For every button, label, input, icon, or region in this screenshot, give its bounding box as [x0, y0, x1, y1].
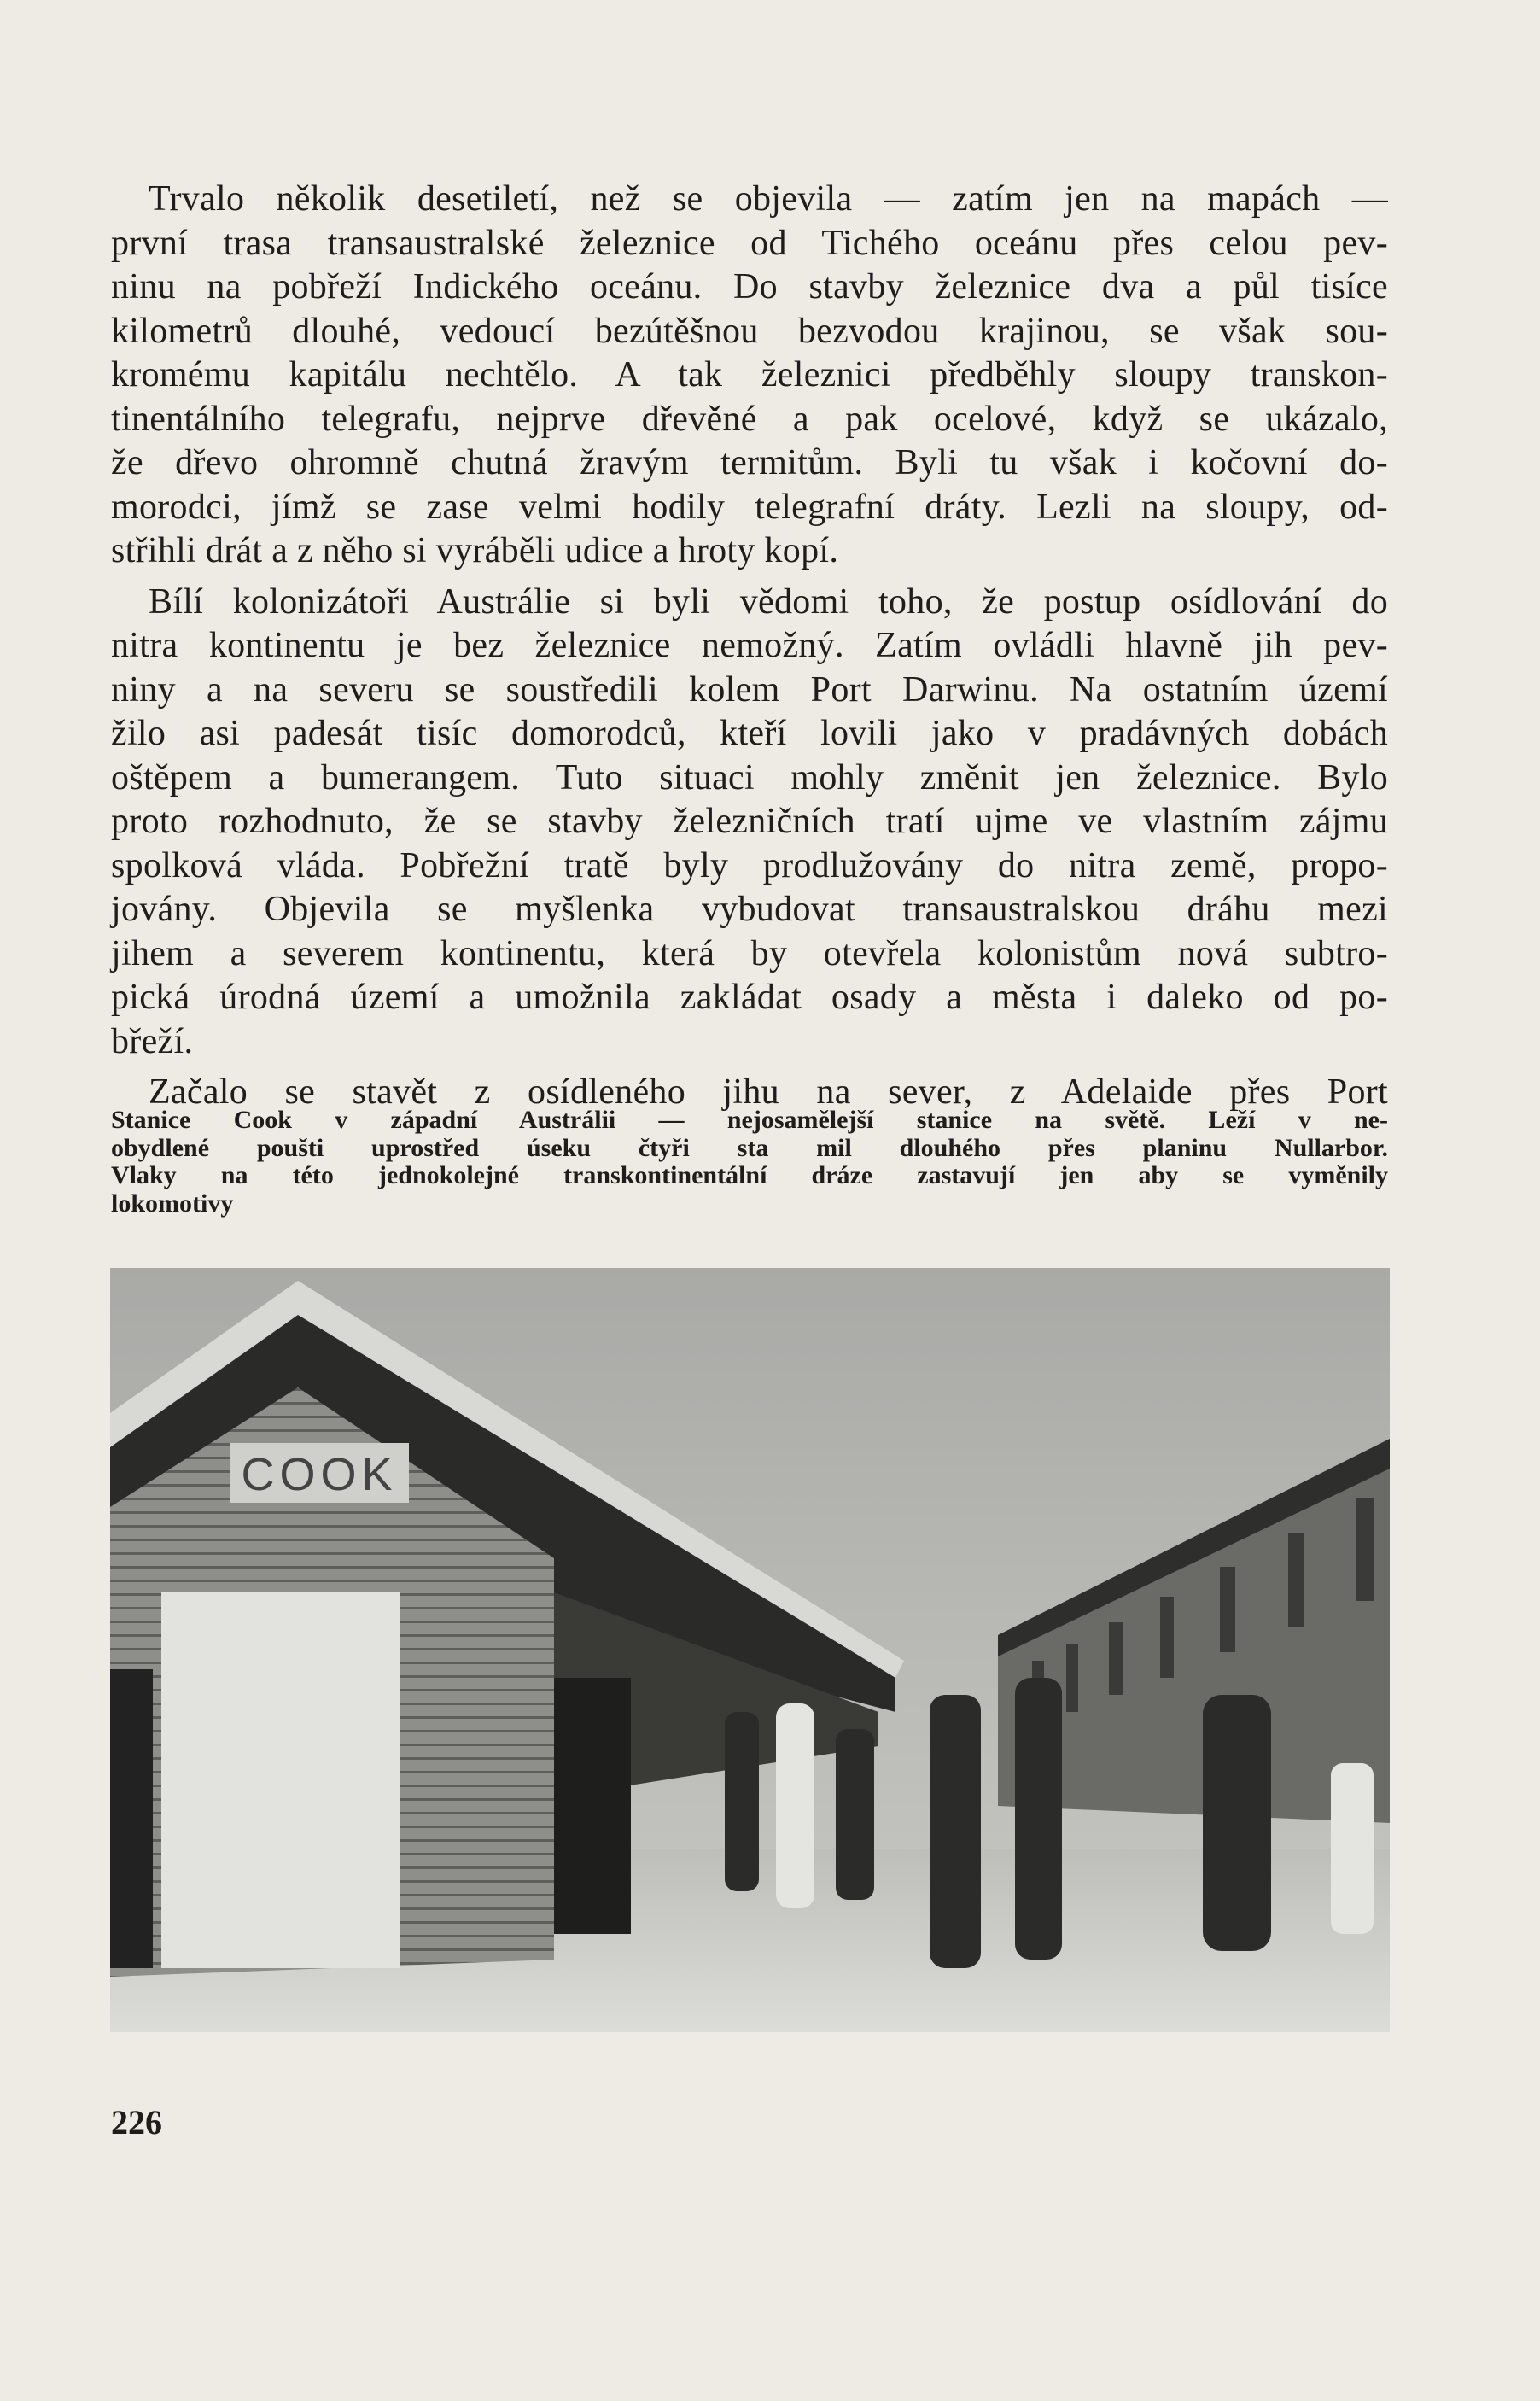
- caption-line: lokomotivy: [111, 1189, 234, 1218]
- text-line: Začalo se stavět z osídleného jihu na sever, z Adelaide přes Port: [149, 1072, 1388, 1112]
- text-line: proto rozhodnuto, že se stavby železničních tratí ujme ve vlastním zájmu: [111, 802, 1388, 841]
- text-line: pická úrodná území a umožnila zakládat osady a města i daleko od po-: [111, 978, 1388, 1017]
- text-line: kilometrů dlouhé, vedoucí bezútěšnou bezvodou krajinou, se však sou-: [111, 311, 1388, 351]
- shadowed-entrance: [554, 1678, 631, 1934]
- text-line: niny a na severu se soustředili kolem Port Darwinu. Na ostatním území: [111, 669, 1388, 710]
- page-number: 226: [111, 2103, 162, 2141]
- station-photo-illustration: [110, 1268, 1390, 2032]
- body-text: [111, 178, 1388, 1122]
- text-line: Bílí kolonizátoři Austrálie si byli vědomi toho, že postup osídlování do: [149, 581, 1388, 622]
- text-line: že dřevo ohromně chutná žravým termitům. Byli tu však i kočovní do-: [111, 443, 1388, 482]
- station-photo: [110, 1268, 1390, 2032]
- text-line: nitra kontinentu je bez železnice nemožný. Zatím ovládli hlavně jih pev-: [111, 626, 1388, 665]
- paragraph-1: [111, 178, 1388, 574]
- paragraph-2: [111, 581, 1388, 1065]
- text-line: jihem a severem kontinentu, která by otevřela kolonistům nová subtro-: [111, 933, 1388, 973]
- caption-line: Stanice Cook v západní Austrálii — nejosamělejší stanice na světě. Leží v ne-: [111, 1106, 1388, 1134]
- caption-line: obydlené poušti uprostřed úseku čtyři sta mil dlouhého přes planinu Nullarbor.: [111, 1133, 1388, 1162]
- station-door-panel: [161, 1592, 400, 1968]
- text-line: morodci, jímž se zase velmi hodily telegrafní dráty. Lezli na sloupy, od-: [111, 487, 1388, 527]
- text-line: střihli drát a z něho si vyráběli udice a hroty kopí.: [111, 531, 839, 570]
- text-line: kromému kapitálu nechtělo. A tak železnici předběhly sloupy transkon-: [111, 355, 1388, 394]
- text-line: břeží.: [111, 1021, 194, 1061]
- caption-line: Vlaky na této jednokolejné transkontinentální dráze zastavují jen aby se vyměnily: [111, 1161, 1388, 1189]
- station-doorway: [110, 1669, 153, 1968]
- text-line: oštěpem a bumerangem. Tuto situaci mohly změnit jen železnice. Bylo: [111, 757, 1388, 797]
- text-line: Trvalo několik desetiletí, než se objevila — zatím jen na mapách —: [149, 179, 1388, 219]
- text-line: první trasa transaustralské železnice od Tichého oceánu přes celou pev-: [111, 223, 1388, 263]
- text-line: žilo asi padesát tisíc domorodců, kteří lovili jako v pradávných dobách: [111, 714, 1388, 753]
- photo-caption: [111, 1107, 1388, 1218]
- station-sign-text: COOK: [241, 1449, 398, 1500]
- text-line: spolková vláda. Pobřežní tratě byly prodlužovány do nitra země, propo-: [111, 845, 1388, 885]
- text-line: ninu na pobřeží Indického oceánu. Do stavby železnice dva a půl tisíce: [111, 267, 1388, 307]
- text-line: jovány. Objevila se myšlenka vybudovat transaustralskou dráhu mezi: [111, 890, 1388, 929]
- text-line: tinentálního telegrafu, nejprve dřevěné a pak ocelové, když se ukázalo,: [111, 399, 1388, 439]
